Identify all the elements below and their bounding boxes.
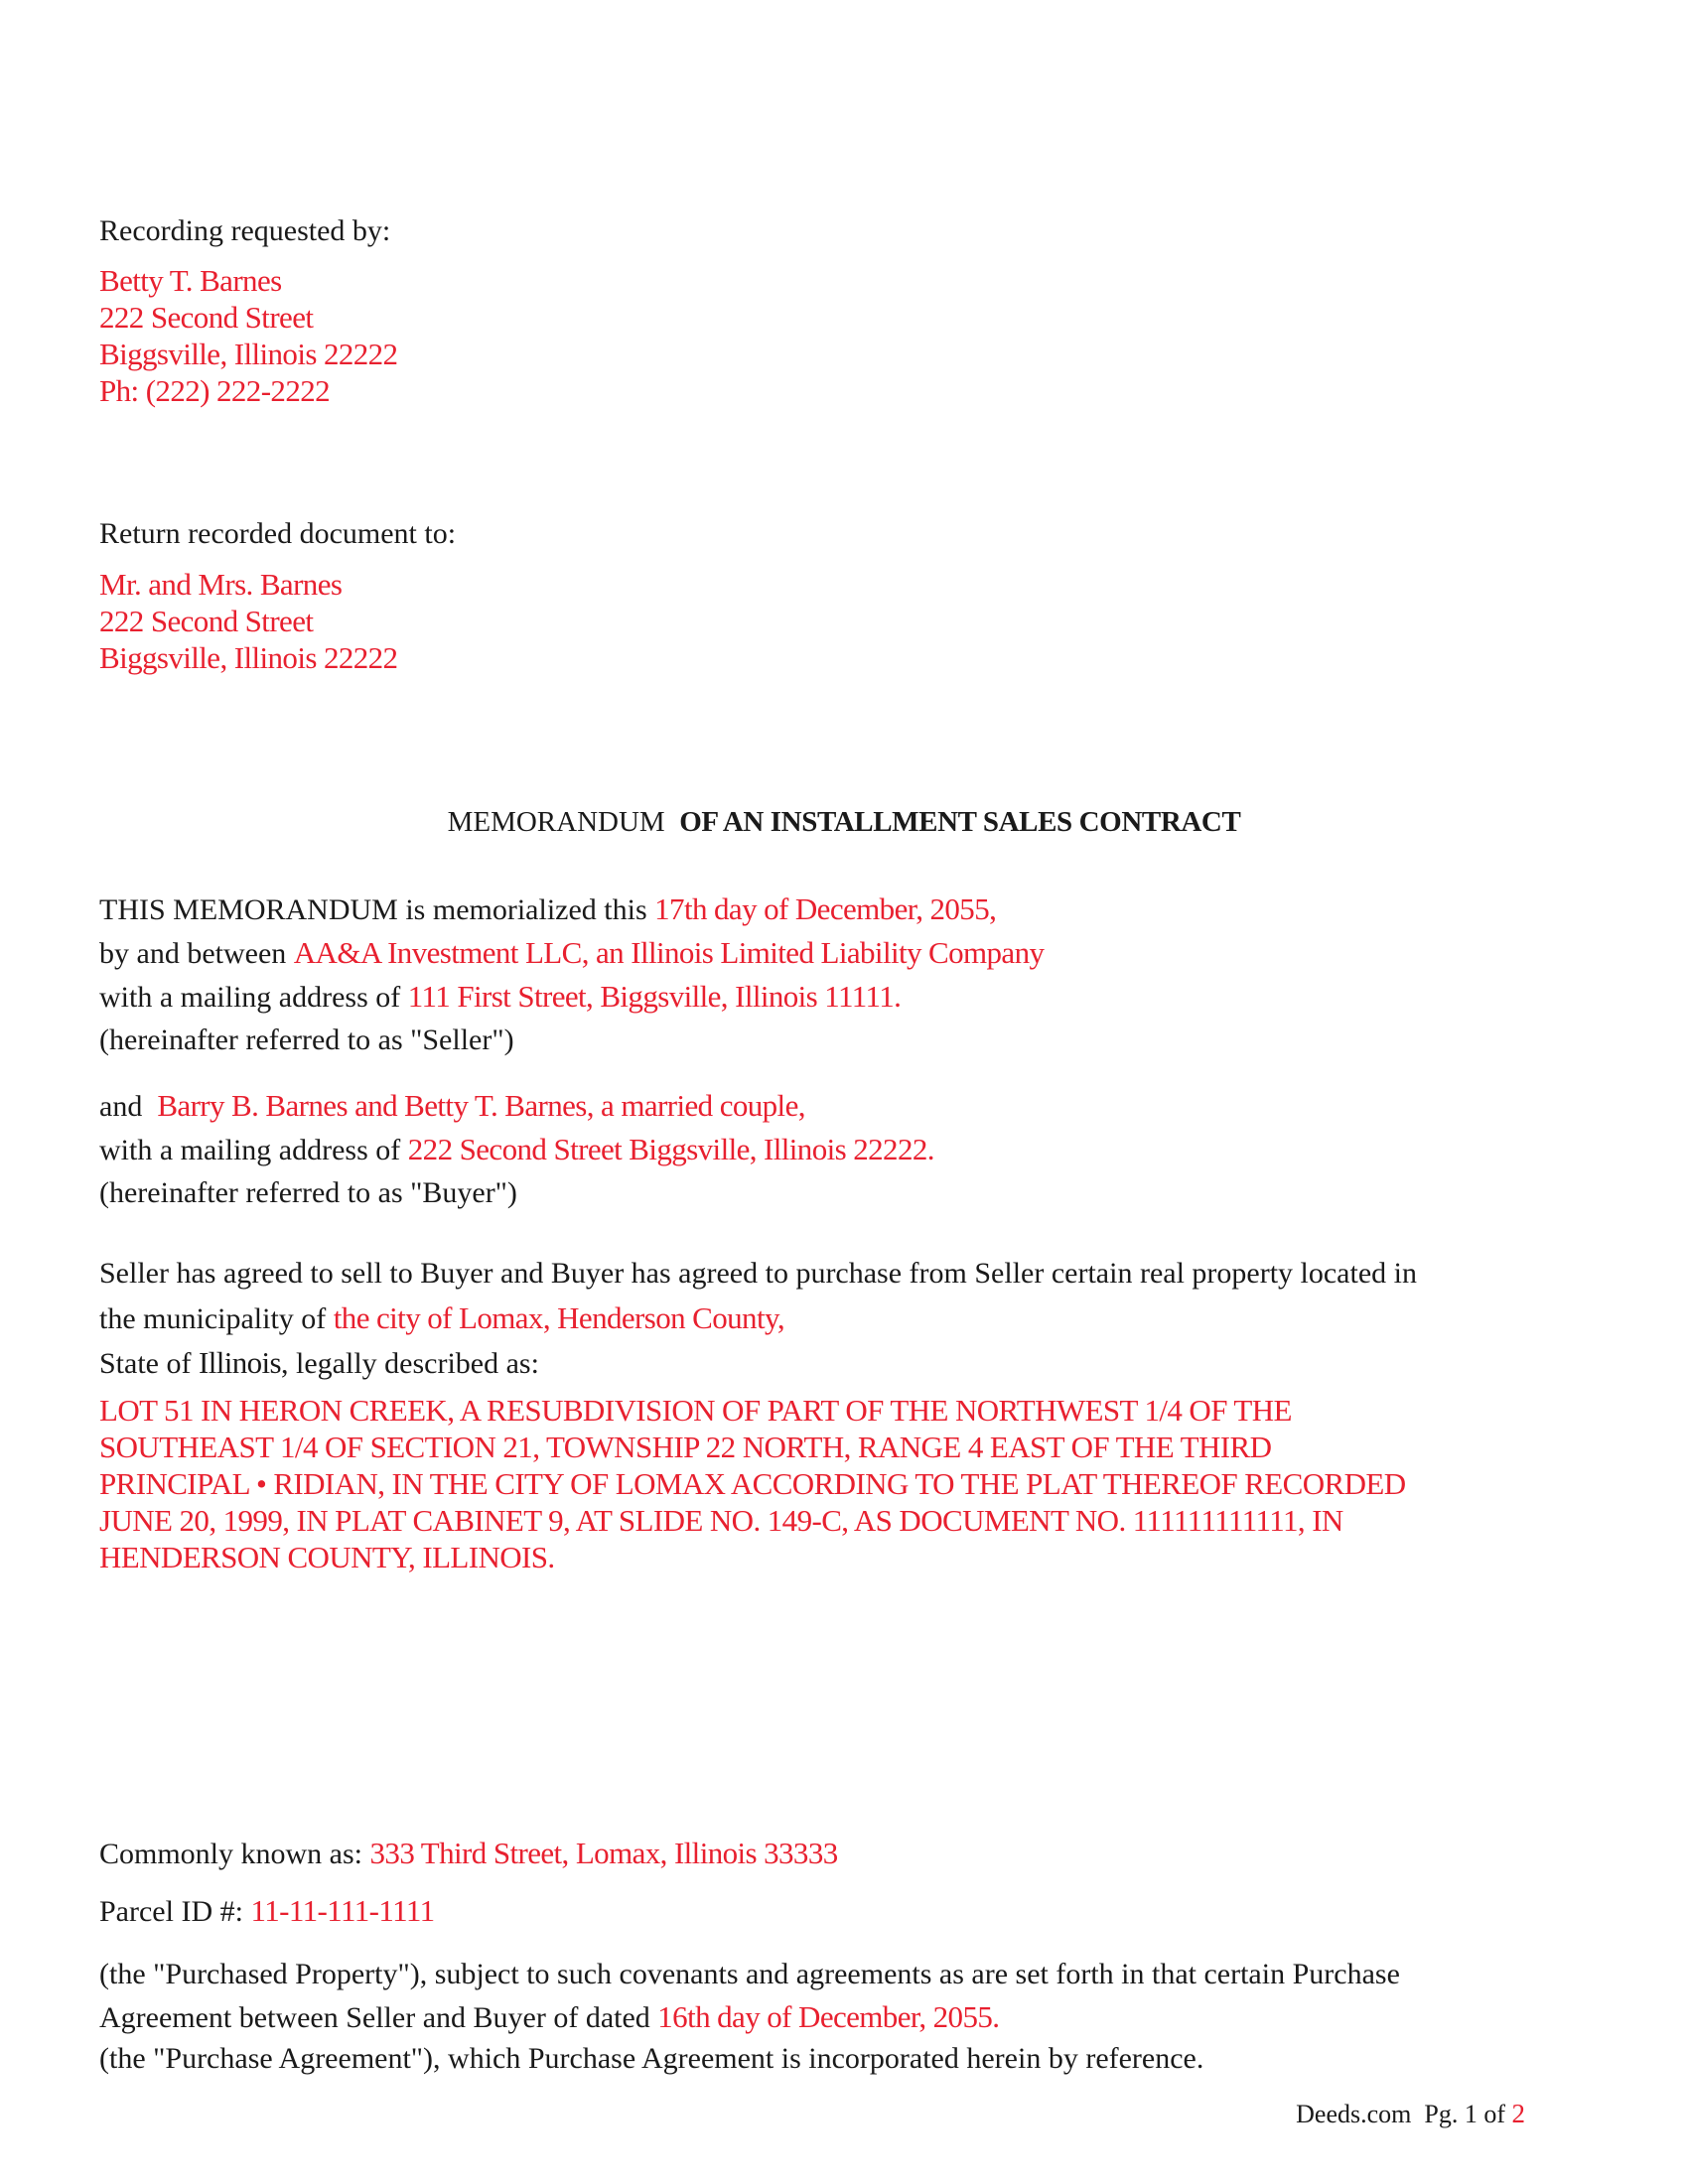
footer-page-label: Pg. 1 of — [1424, 2100, 1505, 2128]
agreement-date: 16th day of December, 2055. — [657, 1999, 1000, 2034]
footer-site: Deeds.com — [1296, 2100, 1412, 2128]
return-city: Biggsville, Illinois 22222 — [99, 640, 398, 675]
title-part2: OF AN INSTALLMENT SALES CONTRACT — [679, 806, 1241, 838]
by-between-label: by and between — [99, 937, 287, 970]
buyer-name: Barry B. Barnes and Betty T. Barnes, a married couple, — [157, 1088, 805, 1123]
state-line — [99, 1345, 539, 1382]
seller-address-line — [99, 979, 901, 1016]
common-address-line — [99, 1836, 838, 1872]
agreement-dated-label: Agreement between Seller and Buyer of dated — [99, 2001, 650, 2034]
recording-city: Biggsville, Illinois 22222 — [99, 337, 398, 371]
seller-address: 111 First Street, Biggsville, Illinois 11111. — [407, 979, 902, 1014]
document-title — [0, 804, 1688, 840]
title-part1: MEMORANDUM — [447, 806, 665, 838]
property-intro: Seller has agreed to sell to Buyer and Buyer has agreed to purchase from Seller certain real property located in — [99, 1257, 1417, 1290]
buyer-name-line — [99, 1088, 805, 1125]
municipality-label: the municipality of — [99, 1302, 327, 1335]
buyer-address: 222 Second Street Biggsville, Illinois 22222. — [407, 1132, 934, 1166]
recording-name: Betty T. Barnes — [99, 263, 282, 298]
recording-street: 222 Second Street — [99, 300, 314, 335]
parcel-line — [99, 1893, 434, 1930]
common-address: 333 Third Street, Lomax, Illinois 33333 — [369, 1836, 838, 1870]
municipality-line — [99, 1300, 784, 1337]
buyer-address-line — [99, 1132, 934, 1168]
buyer-referred: (hereinafter referred to as "Buyer") — [99, 1176, 517, 1209]
legal-description-line-4: JUNE 20, 1999, IN PLAT CABINET 9, AT SLIDE NO. 149-C, AS DOCUMENT NO. 111111111111, IN — [99, 1503, 1343, 1538]
seller-name-line — [99, 935, 1044, 972]
parcel-label: Parcel ID #: — [99, 1895, 243, 1928]
agreement-line-2 — [99, 1999, 999, 2036]
return-label: Return recorded document to: — [99, 517, 457, 550]
memorandum-intro: THIS MEMORANDUM is memorialized this — [99, 893, 647, 926]
agreement-line-3: (the "Purchase Agreement"), which Purchase Agreement is incorporated herein by reference. — [99, 2042, 1204, 2075]
legal-description-line-1: LOT 51 IN HERON CREEK, A RESUBDIVISION OF PART OF THE NORTHWEST 1/4 OF THE — [99, 1393, 1292, 1428]
state-name: Illinois — [198, 1345, 282, 1380]
recording-label: Recording requested by: — [99, 214, 391, 247]
seller-mailing-label: with a mailing address of — [99, 981, 401, 1014]
page-footer — [1296, 2098, 1525, 2130]
return-street: 222 Second Street — [99, 604, 314, 638]
legal-description-line-2: SOUTHEAST 1/4 OF SECTION 21, TOWNSHIP 22 NORTH, RANGE 4 EAST OF THE THIRD — [99, 1430, 1272, 1464]
memorandum-date: 17th day of December, 2055, — [654, 891, 997, 926]
seller-name: AA&A Investment LLC, an Illinois Limited Liability Company — [293, 935, 1045, 970]
recording-phone: Ph: (222) 222-2222 — [99, 373, 331, 408]
state-label: State of — [99, 1347, 192, 1380]
seller-referred: (hereinafter referred to as "Seller") — [99, 1024, 514, 1056]
legal-description-line-5: HENDERSON COUNTY, ILLINOIS. — [99, 1540, 555, 1574]
legal-description-line-3: PRINCIPAL • RIDIAN, IN THE CITY OF LOMAX ACCORDING TO THE PLAT THEREOF RECORDED — [99, 1466, 1406, 1501]
legally-described-label: , legally described as: — [281, 1347, 539, 1380]
footer-total-pages: 2 — [1511, 2099, 1525, 2128]
municipality: the city of Lomax, Henderson County, — [333, 1300, 784, 1335]
return-name: Mr. and Mrs. Barnes — [99, 567, 343, 602]
parcel-id: 11-11-111-1111 — [250, 1893, 435, 1928]
common-label: Commonly known as: — [99, 1838, 363, 1870]
buyer-and-label: and — [99, 1090, 143, 1123]
memorandum-date-line — [99, 891, 996, 928]
agreement-line-1: (the "Purchased Property"), subject to such covenants and agreements as are set forth in that certain Purchase — [99, 1958, 1400, 1990]
buyer-mailing-label: with a mailing address of — [99, 1134, 401, 1166]
